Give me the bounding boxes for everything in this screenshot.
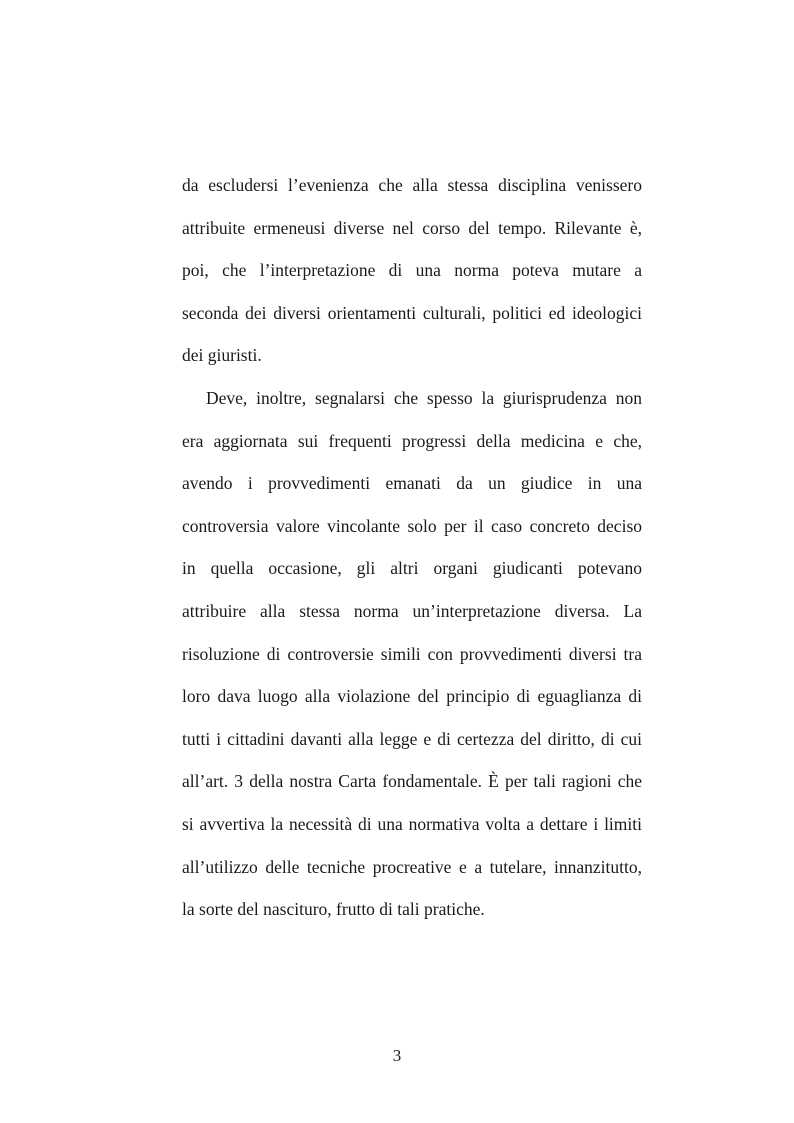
text-line: dei giuristi. <box>182 345 262 366</box>
text-line: all’utilizzo delle tecniche procreative e a tutelare, innanzitutto, <box>182 856 642 877</box>
text-line: all’art. 3 della nostra Carta fondamentale. È per tali ragioni che <box>182 771 642 792</box>
text-line: avendo i provvedimenti emanati da un giudice in una <box>182 473 642 494</box>
text-line: tutti i cittadini davanti alla legge e di certezza del diritto, di cui <box>182 728 642 749</box>
text-line: da escludersi l’evenienza che alla stessa disciplina venissero <box>182 175 642 195</box>
page-number: 3 <box>392 1046 402 1065</box>
text-line: seconda dei diversi orientamenti culturali, politici ed ideologici <box>182 302 642 323</box>
body-text <box>182 164 642 931</box>
text-line: era aggiornata sui frequenti progressi della medicina e che, <box>182 430 642 451</box>
text-line: Deve, inoltre, segnalarsi che spesso la giurisprudenza non <box>206 387 642 408</box>
text-line: la sorte del nascituro, frutto di tali pratiche. <box>182 899 485 920</box>
text-line: loro dava luogo alla violazione del principio di eguaglianza di <box>182 686 642 707</box>
text-line: attribuite ermeneusi diverse nel corso del tempo. Rilevante è, <box>182 217 642 238</box>
text-line: controversia valore vincolante solo per il caso concreto deciso <box>182 515 642 536</box>
text-line: in quella occasione, gli altri organi giudicanti potevano <box>182 558 642 579</box>
text-line: attribuire alla stessa norma un’interpretazione diversa. La <box>182 600 642 621</box>
text-line: poi, che l’interpretazione di una norma poteva mutare a <box>182 260 642 281</box>
text-line: si avvertiva la necessità di una normativa volta a dettare i limiti <box>182 813 642 834</box>
text-line: risoluzione di controversie simili con provvedimenti diversi tra <box>182 643 642 664</box>
